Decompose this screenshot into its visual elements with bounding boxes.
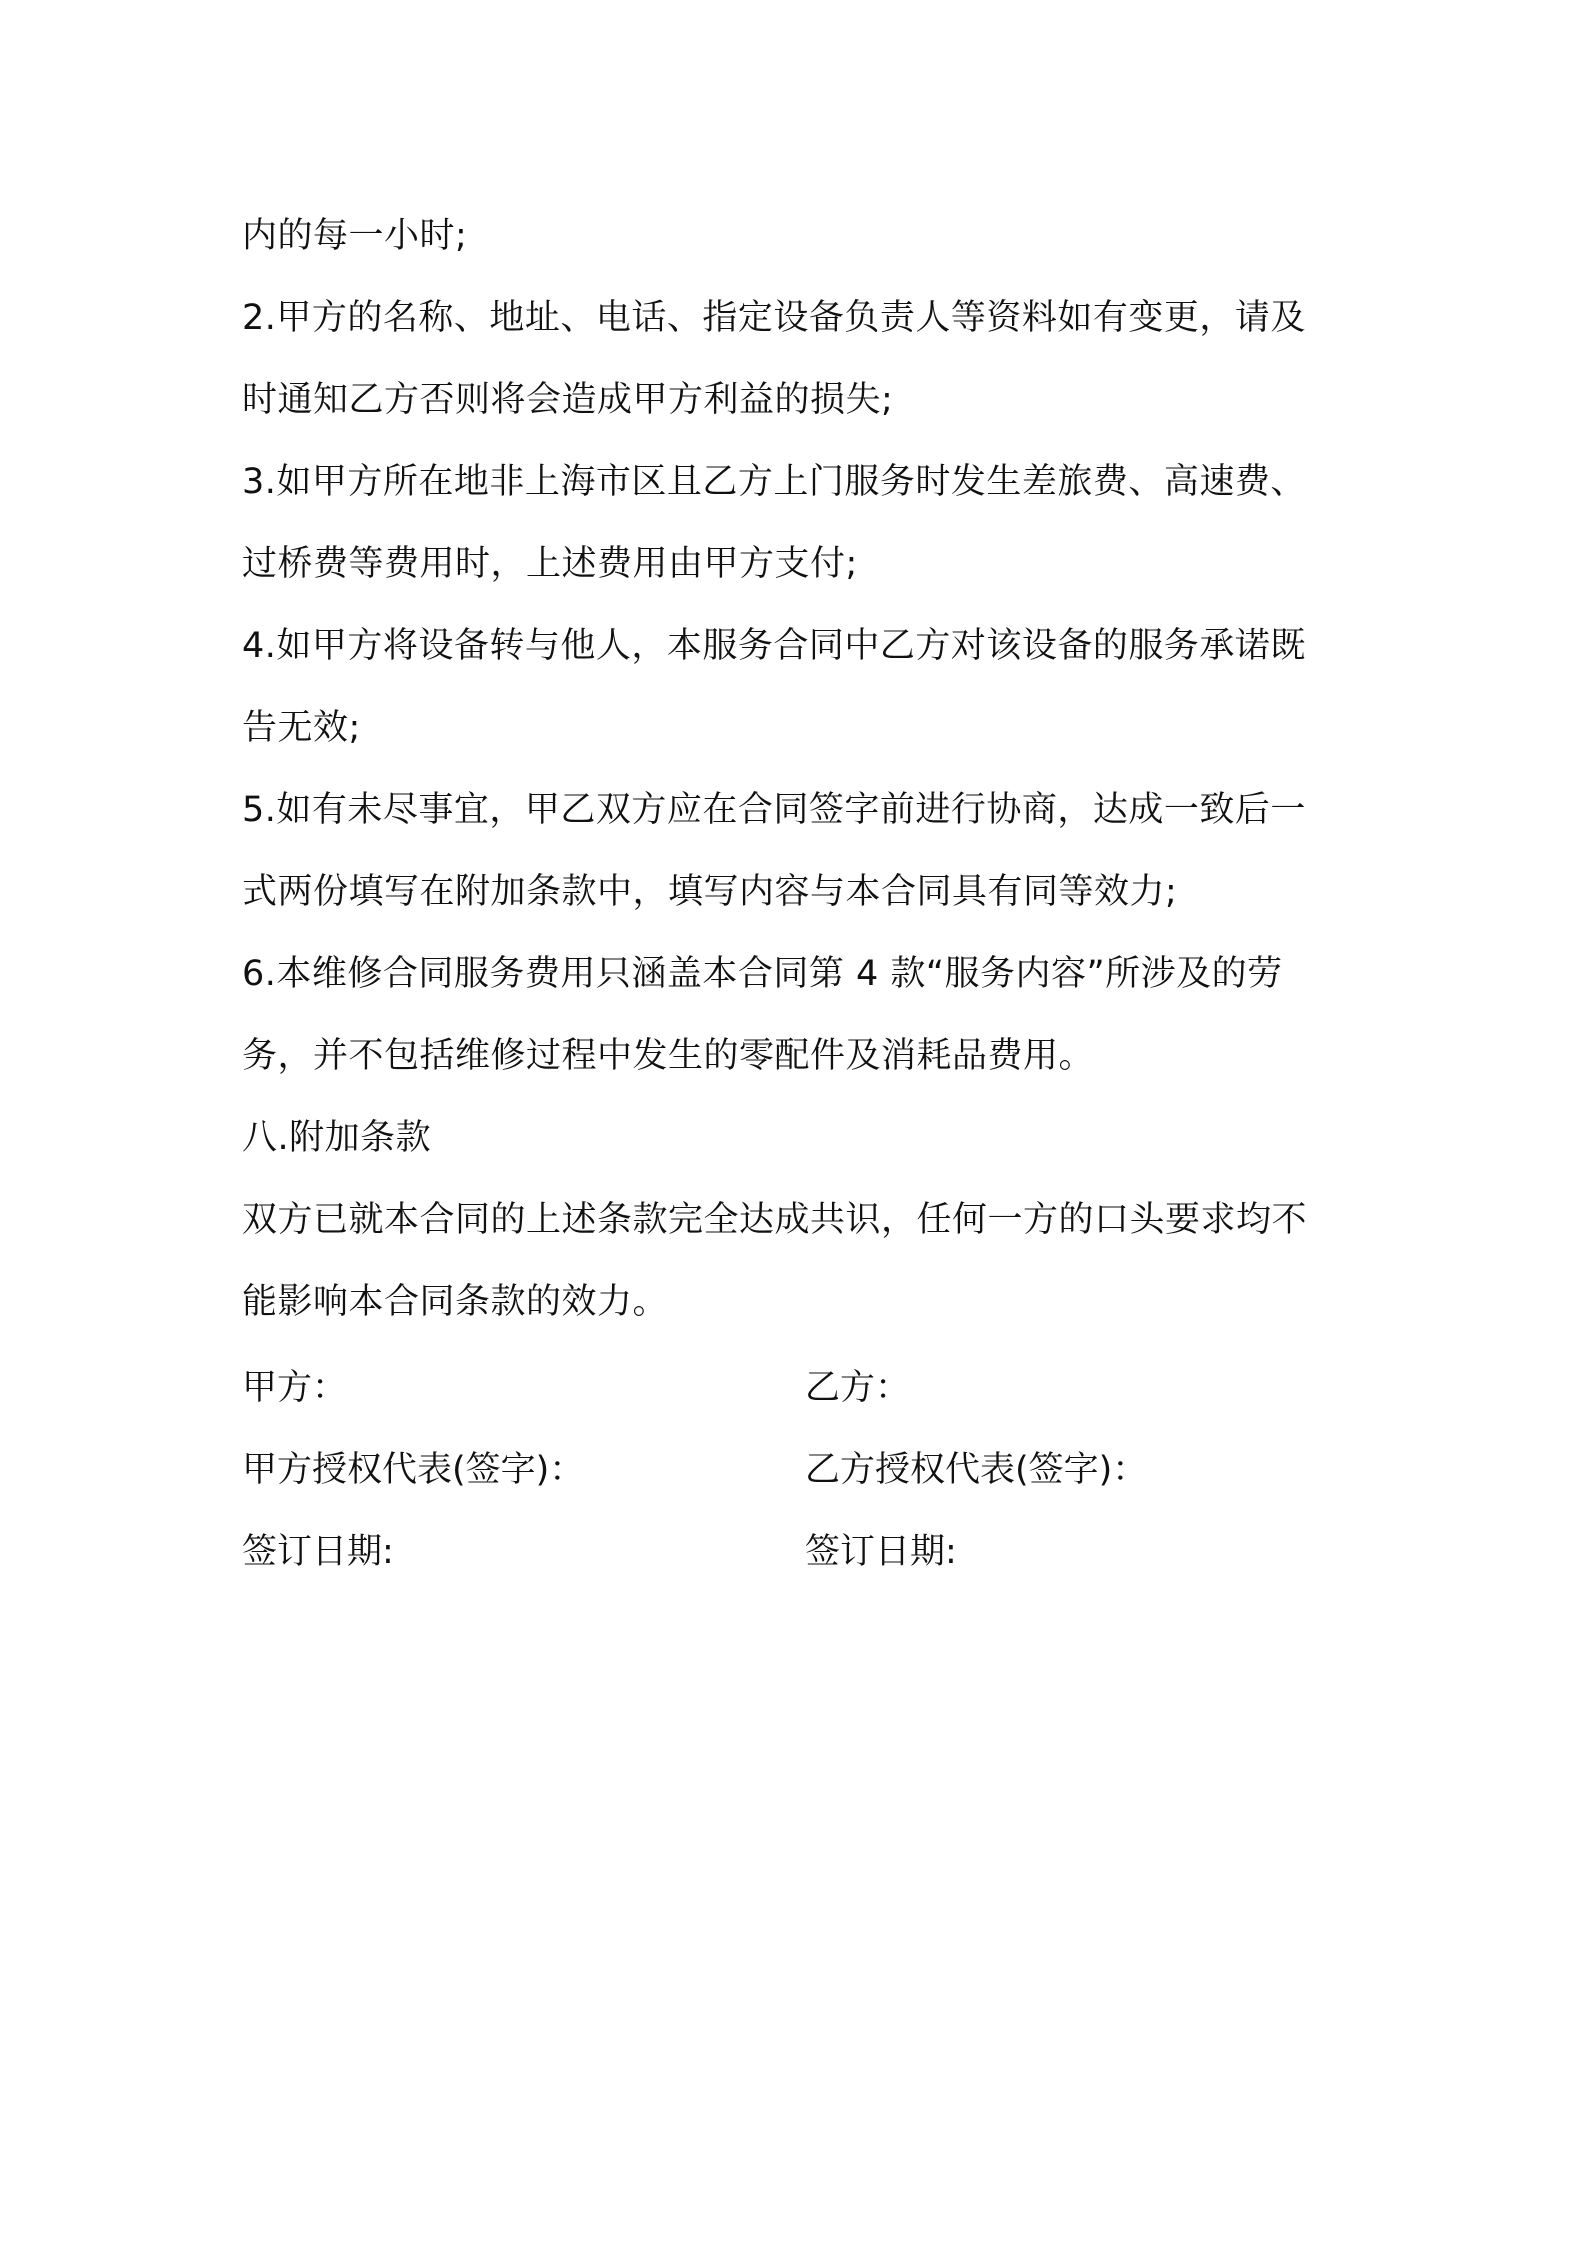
party-b-rep-label: 乙方授权代表(签字)：: [805, 1450, 1148, 1490]
clause-2-line-2: 时通知乙方否则将会造成甲方利益的损失;: [242, 380, 894, 420]
section-text-line-2: 能影响本合同条款的效力。: [242, 1282, 669, 1322]
clause-5-line-2: 式两份填写在附加条款中，填写内容与本合同具有同等效力;: [242, 872, 1178, 912]
party-a-rep-label: 甲方授权代表(签字)：: [242, 1450, 585, 1490]
clause-4-line-2: 告无效;: [242, 708, 361, 748]
section-text-line-1: 双方已就本合同的上述条款完全达成共识，任何一方的口头要求均不: [242, 1200, 1308, 1240]
clause-4-line-1: 4.如甲方将设备转与他人，本服务合同中乙方对该设备的服务承诺既: [242, 626, 1306, 666]
clause-2-line-1: 2.甲方的名称、地址、电话、指定设备负责人等资料如有变更，请及: [242, 298, 1306, 338]
clause-5-line-1: 5.如有未尽事宜，甲乙双方应在合同签字前进行协商，达成一致后一: [242, 790, 1306, 830]
signature-date-row: [242, 1511, 1362, 1593]
section-heading: 八.附加条款: [242, 1118, 432, 1158]
party-b-date-label: 签订日期:: [805, 1532, 957, 1572]
text-line: 内的每一小时;: [242, 216, 468, 256]
party-a-label: 甲方：: [242, 1368, 348, 1408]
party-b-label: 乙方：: [805, 1368, 911, 1408]
document-body: [242, 195, 1362, 1593]
signature-rep-row: [242, 1429, 1362, 1511]
clause-3-line-1: 3.如甲方所在地非上海市区且乙方上门服务时发生差旅费、高速费、: [242, 462, 1306, 502]
clause-6-line-1: 6.本维修合同服务费用只涵盖本合同第 4 款“服务内容”所涉及的劳: [242, 954, 1283, 994]
clause-6-line-2: 务，并不包括维修过程中发生的零配件及消耗品费用。: [242, 1036, 1095, 1076]
signature-parties-row: [242, 1347, 1362, 1429]
party-a-date-label: 签订日期:: [242, 1532, 394, 1572]
clause-3-line-2: 过桥费等费用时，上述费用由甲方支付;: [242, 544, 858, 584]
